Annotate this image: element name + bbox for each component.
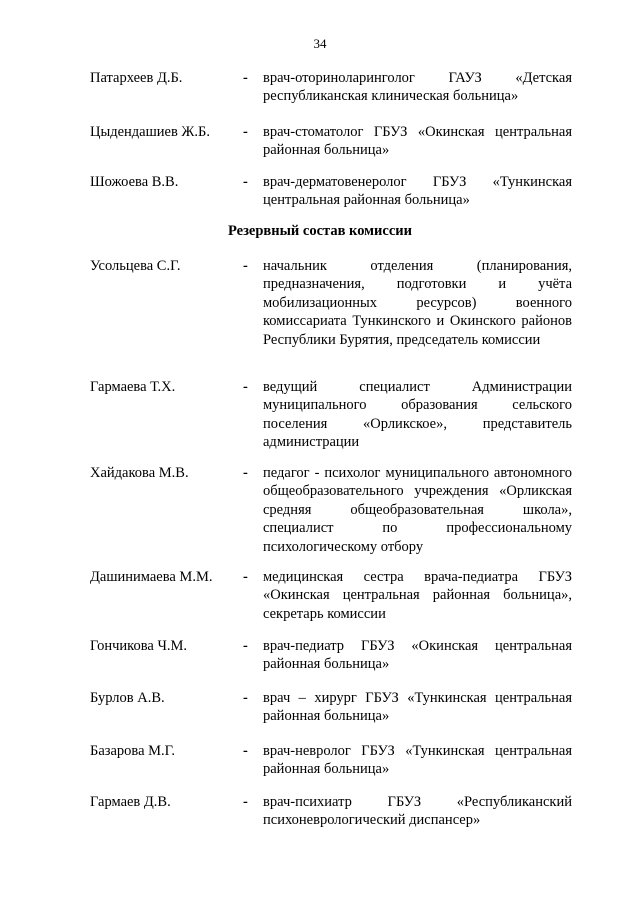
member-position: врач-психиатр ГБУЗ «Республиканский психоневрологический диспансер» — [263, 794, 572, 829]
member-name: Усольцева С.Г. — [90, 258, 181, 274]
member-name: Базарова М.Г. — [90, 743, 176, 759]
member-position: врач-стоматолог ГБУЗ «Окинская центральная районная больница» — [263, 124, 572, 159]
dash-separator: - — [243, 465, 248, 481]
member-position: начальник отделения (планирования, предназначения, подготовки и учёта мобилизационных ресурсов) военного комиссариата Тункинского и Окинского районов Республики Бурятия, председатель комиссии — [263, 258, 572, 348]
member-name: Патархеев Д.Б. — [90, 70, 183, 86]
dash-separator: - — [243, 379, 248, 395]
member-position: ведущий специалист Администрации муниципального образования сельского поселения «Орликское», представитель администрации — [263, 379, 572, 451]
dash-separator: - — [243, 258, 248, 274]
dash-separator: - — [243, 174, 248, 190]
member-name: Хайдакова М.В. — [90, 465, 189, 481]
dash-separator: - — [243, 794, 248, 810]
member-position: педагог - психолог муниципального автономного общеобразовательного учреждения «Орликская средняя общеобразовательная школа», специалист по профессиональному психологическому отбору — [263, 465, 572, 555]
member-name: Шожоева В.В. — [90, 174, 179, 190]
member-name: Гармаев Д.В. — [90, 794, 171, 810]
page-number: 34 — [313, 36, 327, 51]
member-position: медицинская сестра врача-педиатра ГБУЗ «Окинская центральная районная больница», секретарь комиссии — [263, 569, 572, 622]
member-position: врач-дерматовенеролог ГБУЗ «Тункинская центральная районная больница» — [263, 174, 572, 209]
member-position: врач – хирург ГБУЗ «Тункинская центральная районная больница» — [263, 690, 572, 725]
member-name: Дашинимаева М.М. — [90, 569, 213, 585]
dash-separator: - — [243, 743, 248, 759]
member-name: Гончикова Ч.М. — [90, 638, 188, 654]
member-position: врач-оториноларинголог ГАУЗ «Детская республиканская клиническая больница» — [263, 70, 572, 105]
member-position: врач-педиатр ГБУЗ «Окинская центральная районная больница» — [263, 638, 572, 673]
member-name: Цыдендашиев Ж.Б. — [90, 124, 211, 140]
section-title: Резервный состав комиссии — [228, 223, 412, 239]
dash-separator: - — [243, 638, 248, 654]
member-name: Гармаева Т.Х. — [90, 379, 176, 395]
member-position: врач-невролог ГБУЗ «Тункинская центральная районная больница» — [263, 743, 572, 778]
dash-separator: - — [243, 569, 248, 585]
member-name: Бурлов А.В. — [90, 690, 165, 706]
dash-separator: - — [243, 124, 248, 140]
dash-separator: - — [243, 70, 248, 86]
dash-separator: - — [243, 690, 248, 706]
